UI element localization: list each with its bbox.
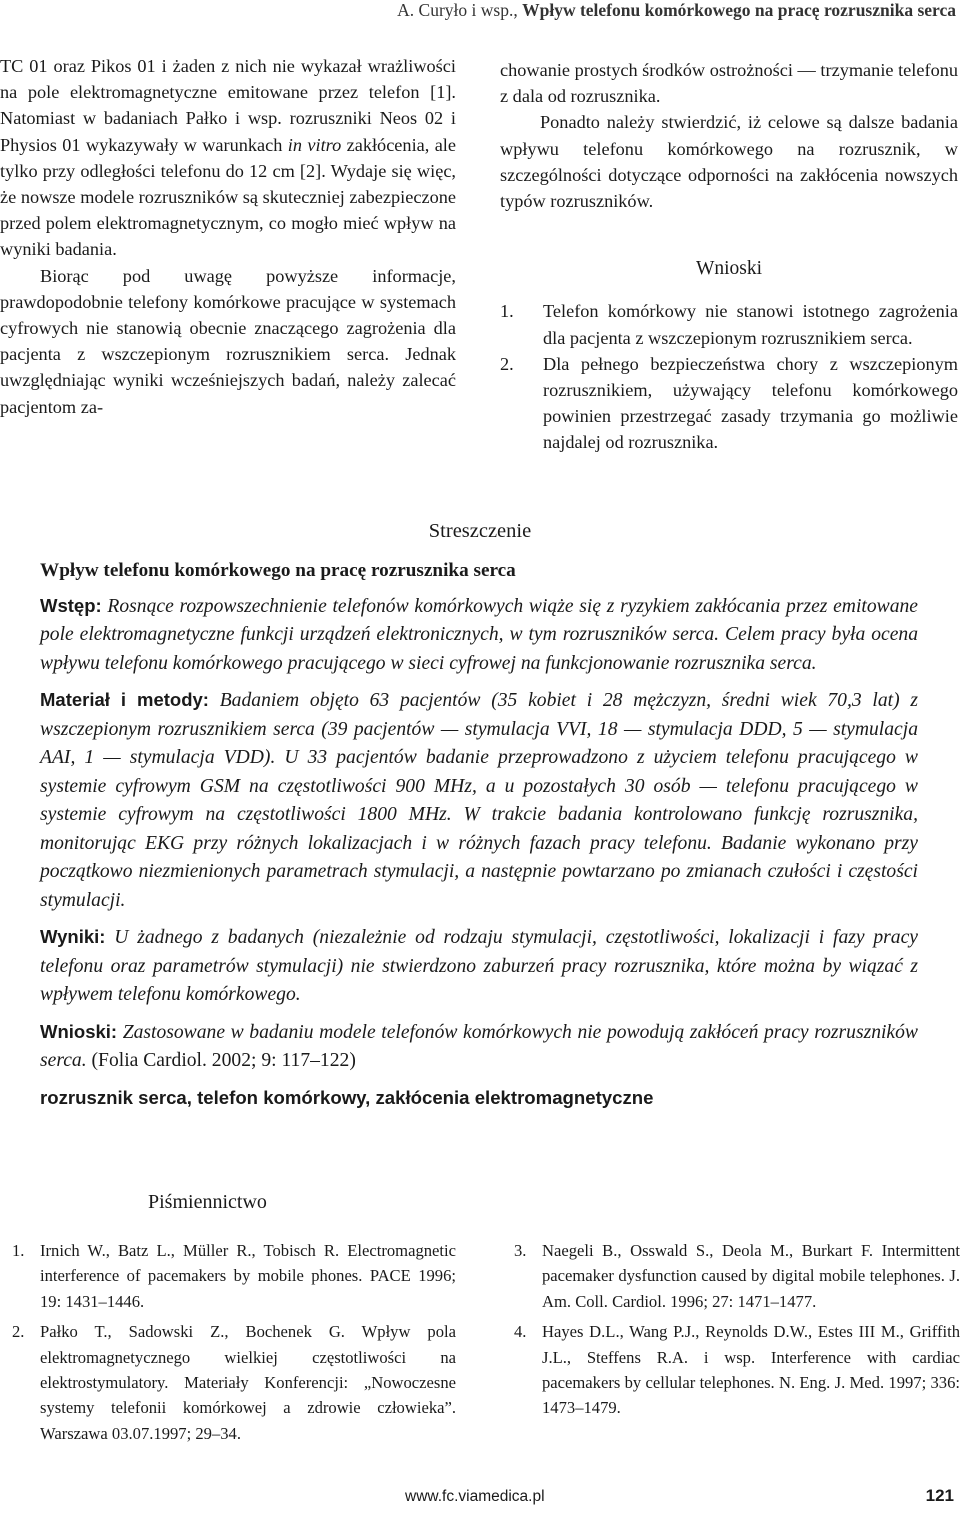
running-head (397, 0, 956, 24)
body-column-right (500, 57, 958, 456)
reference-number: 1. (12, 1241, 25, 1260)
list-item (500, 298, 958, 350)
body-text: TC 01 oraz Pikos 01 i żaden z nich nie wykazał wrażliwości na pole elektromagnetyczne emitowane przez telefon [1]. Natomiast w badaniach Pałko i wsp. rozruszniki Neos 02 i Physios 01 wykazywały w warunkach (0, 56, 456, 155)
reference-number: 2. (12, 1322, 25, 1342)
abstract-title: Wpływ telefonu komórkowego na pracę rozrusznika serca (40, 560, 516, 581)
abstract-methods-text: Badaniem objęto 63 pacjentów (35 kobiet i 28 mężczyzn, średni wiek 70,3 lat) z wszczepionym rozrusznikiem serca (39 pacjentów — stymulacja VVI, 18 — stymulacja DDD, 5 — stymulacja AAI, 1 — stymulacja VDD). U 33 pacjentów badanie przeprowadzono z użyciem telefonu pracującego w systemie cyfrowym GSM na częstotliwości 900 MHz, a u pozostałych 30 osób — telefonu pracującego w systemie cyfrowym na częstotliwości 1800 MHz. W trakcie badania kontrolowano funkcję rozrusznika, monitorując EKG przy różnych lokalizacjach i w różnych fazach pracy telefonu. Badanie wykonano przy początkowo niezmienionych parametrach stymulacji, a następnie powtarzano po zmianach czułości i częstości stymulacji. (40, 690, 918, 911)
reference-item (12, 1319, 456, 1446)
abstract-methods (40, 686, 918, 915)
reference-item (12, 1238, 456, 1314)
reference-number: 4. (514, 1322, 527, 1342)
list-item-text: Telefon komórkowy nie stanowi istotnego zagrożenia dla pacjenta z wszczepionym rozrusznikiem serca. (543, 301, 958, 348)
references-list (12, 1238, 456, 1446)
reference-text: Irnich W., Batz L., Müller R., Tobisch R. Electromagnetic interference of pacemakers by mobile phones. PACE 1996; 19: 1431–1446. (40, 1241, 456, 1311)
abstract-intro-label: Wstęp: (40, 594, 102, 616)
list-item (500, 351, 958, 456)
abstract-conclusions-label: Wnioski: (40, 1020, 118, 1042)
reference-text: Naegeli B., Osswald S., Deola M., Burkart F. Intermittent pacemaker dysfunction caused by digital mobile telephones. J. Am. Coll. Cardiol. 1996; 27: 1471–1477. (542, 1241, 960, 1311)
conclusions-list (500, 298, 958, 455)
abstract-body (40, 557, 918, 1112)
abstract-conclusions (40, 1018, 918, 1076)
body-paragraph (0, 53, 456, 263)
reference-item (514, 1238, 960, 1314)
body-column-left (0, 53, 456, 420)
reference-number: 3. (514, 1241, 527, 1260)
body-paragraph: Ponadto należy stwierdzić, iż celowe są dalsze badania wpływu telefonu komórkowego na rozrusznik, w szczególności dotyczące odporności na zakłócenia nowszych typów rozruszników. (500, 112, 958, 212)
references-column-right (514, 1238, 960, 1426)
body-paragraph: chowanie prostych środków ostrożności — trzymanie telefonu z dala od rozrusznika. (500, 60, 958, 107)
abstract-results-label: Wyniki: (40, 926, 106, 947)
references-column-left (12, 1238, 456, 1451)
running-head-separator: , (513, 0, 523, 20)
reference-item (514, 1319, 960, 1421)
body-text: zakłócenia, ale tylko przy odległości telefonu do 12 cm [2]. Wydaje się więc, że nowsze modele rozruszników są skuteczniej zabezpieczone przed polem elektromagnetycznym, co mogło mieć wpływ na wyniki badania. (0, 134, 457, 260)
abstract-methods-label: Materiał i metody: (40, 689, 209, 710)
body-paragraph: Biorąc pod uwagę powyższe informacje, prawdopodobnie telefony komórkowe pracujące w systemach cyfrowych nie stanowią obecnie znaczącego zagrożenia dla pacjenta z wszczepionym rozrusznikiem serca. Jednak uwzględniając wyniki wcześniejszych badań, należy zalecać pacjentom za- (0, 265, 456, 417)
conclusions-heading: Wnioski (695, 258, 763, 280)
abstract-intro (40, 592, 918, 679)
list-item-number: 1. (500, 301, 514, 322)
abstract (0, 520, 960, 1112)
list-item-number: 2. (500, 353, 514, 374)
footer-url: www.fc.viamedica.pl (405, 1488, 545, 1505)
abstract-heading: Streszczenie (428, 520, 532, 542)
running-head-authors: A. Curyło i wsp. (397, 0, 514, 20)
abstract-results-text: U żadnego z badanych (niezależnie od rodzaju stymulacji, częstotliwości, lokalizacji i fazy pracy telefonu oraz parametrów stymulacji) nie stwierdzono zaburzeń pracy rozrusznika, które można by wiązać z wpływem telefonu komórkowego. (40, 927, 918, 1005)
abstract-conclusions-text: Zastosowane w badaniu modele telefonów komórkowych nie powodują zakłóceń pracy rozruszników serca. (40, 1021, 918, 1071)
keywords: rozrusznik serca, telefon komórkowy, zakłócenia elektromagnetyczne (40, 1086, 654, 1108)
abstract-citation: (Folia Cardiol. 2002; 9: 117–122) (91, 1050, 356, 1071)
references-list (514, 1238, 960, 1421)
abstract-results (40, 923, 918, 1010)
reference-text: Hayes D.L., Wang P.J., Reynolds D.W., Estes III M., Griffith J.L., Steffens R.A. i wsp. Interference with cardiac pacemakers by cellular telephones. N. Eng. J. Med. 1997; 336: 1473–1479. (542, 1322, 960, 1418)
reference-text: Pałko T., Sadowski Z., Bochenek G. Wpływ pola elektromagnetycznego wielkiej częstotliwości na elektrostymulatory. Materiały Konferencji: „Nowoczesne systemy telefonii komórkowej a zdrowie człowieka”. Warszawa 03.07.1997; 29–34. (40, 1322, 456, 1443)
body-text-italic: in vitro (287, 134, 342, 155)
page-number: 121 (925, 1486, 954, 1505)
list-item-text: Dla pełnego bezpieczeństwa chory z wszczepionym rozrusznikiem, używający telefonu komórkowego powinien przestrzegać zasady trzymania go możliwie najdalej od rozrusznika. (543, 353, 958, 453)
abstract-intro-text: Rosnące rozpowszechnienie telefonów komórkowych wiąże się z ryzykiem zakłócania przez emitowane pole elektromagnetyczne funkcji urządzeń elektronicznych, w tym rozruszników serca. Celem pracy była ocena wpływu telefonu komórkowego pracującego w sieci cyfrowej na funkcjonowanie rozrusznika serca. (40, 595, 918, 674)
references-heading: Piśmiennictwo (148, 1191, 267, 1213)
running-head-title: Wpływ telefonu komórkowego na pracę rozrusznika serca (522, 0, 956, 20)
